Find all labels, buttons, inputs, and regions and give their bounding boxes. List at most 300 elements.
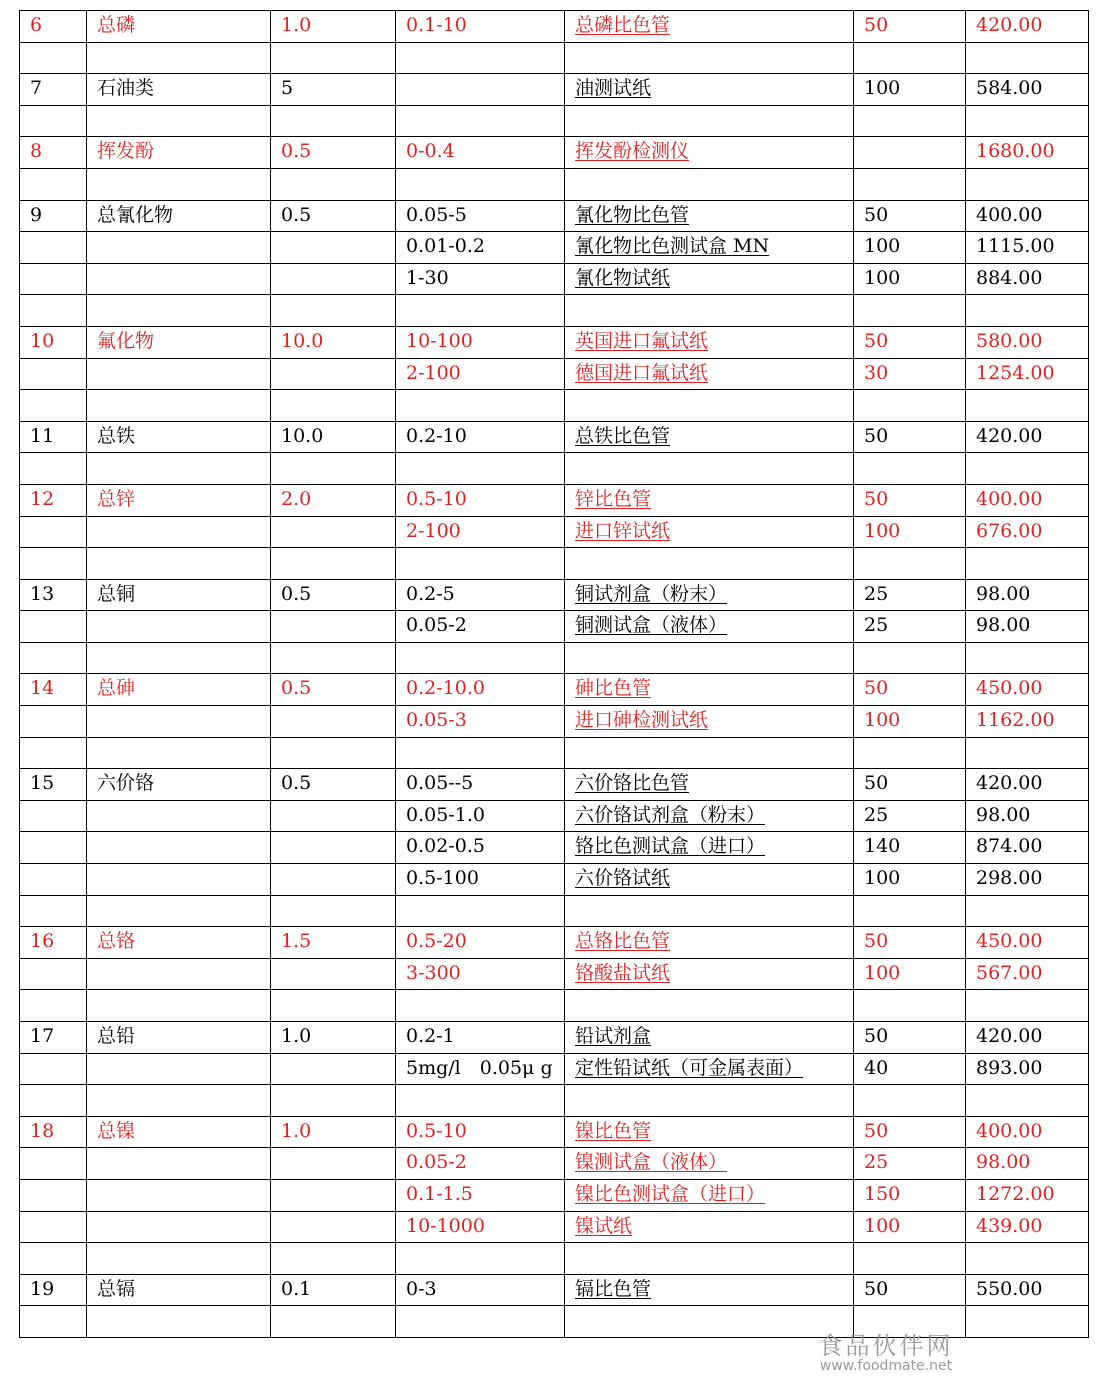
cell-price [966,1306,1089,1338]
cell-number [20,832,87,864]
cell-price [966,295,1089,327]
cell-quantity-text: 100 [864,235,901,258]
cell-product [565,168,854,200]
cell-product [565,642,854,674]
cell-product [565,1116,854,1148]
cell-price-text: 1254.00 [976,361,1055,384]
cell-number-text: 19 [30,1277,55,1300]
cell-range-text: 0.2-10.0 [406,677,485,700]
cell-limit [271,800,396,832]
cell-test-item-text: 总镉 [97,1277,136,1300]
cell-test-item [87,1148,271,1180]
cell-test-item [87,263,271,295]
cell-number [20,1179,87,1211]
cell-limit-text: 0.1 [281,1277,312,1300]
cell-limit [271,1053,396,1085]
cell-limit [271,390,396,422]
cell-number-text: 6 [30,14,43,36]
cell-quantity [854,895,966,927]
cell-range [396,295,565,327]
cell-range-text: 0.02-0.5 [406,835,485,858]
cell-price-text: 400.00 [976,203,1043,226]
cell-number [20,263,87,295]
cell-quantity [854,1053,966,1085]
cell-range-text: 10-100 [406,329,473,352]
cell-price-text: 676.00 [976,519,1043,542]
cell-number [20,1085,87,1117]
cell-range-text: 2-100 [406,361,461,384]
cell-product [565,864,854,896]
cell-price-text: 420.00 [976,772,1043,795]
cell-range [396,642,565,674]
cell-quantity [854,516,966,548]
cell-range [396,832,565,864]
cell-test-item [87,1243,271,1275]
cell-quantity-text: 50 [864,329,889,352]
cell-price-text: 1680.00 [976,140,1055,163]
cell-price [966,706,1089,738]
cell-number-text: 9 [30,203,43,226]
table-row [20,769,1089,801]
cell-range [396,1085,565,1117]
cell-number [20,548,87,580]
cell-number [20,1053,87,1085]
cell-range [396,484,565,516]
cell-test-item [87,484,271,516]
cell-range [396,42,565,74]
cell-price-text: 550.00 [976,1277,1043,1300]
cell-product [565,958,854,990]
cell-range [396,453,565,485]
cell-range [396,326,565,358]
cell-range-text: 3-300 [406,961,461,984]
cell-range-text: 0.2-5 [406,582,455,605]
cell-product [565,579,854,611]
cell-range [396,200,565,232]
cell-product [565,105,854,137]
cell-limit-text: 0.5 [281,677,312,700]
cell-product-text: 英国进口氟试纸 [575,329,709,352]
table-row [20,11,1089,43]
table-row [20,326,1089,358]
cell-test-item [87,832,271,864]
cell-product-text: 进口锌试纸 [575,519,671,542]
cell-number [20,516,87,548]
cell-range [396,390,565,422]
cell-product [565,895,854,927]
cell-quantity [854,421,966,453]
cell-product-text: 铜测试盒（液体） [575,614,728,637]
cell-quantity-text: 25 [864,1151,889,1174]
cell-price-text: 1115.00 [976,235,1055,258]
cell-product [565,263,854,295]
cell-range-text: 0.05-1.0 [406,803,485,826]
table-row [20,958,1089,990]
cell-limit [271,674,396,706]
cell-limit [271,1148,396,1180]
table-row [20,74,1089,106]
cell-range [396,674,565,706]
cell-limit [271,137,396,169]
cell-number [20,421,87,453]
cell-limit [271,927,396,959]
cell-limit [271,706,396,738]
cell-price-text: 1162.00 [976,709,1055,732]
cell-quantity [854,706,966,738]
cell-range-text: 1-30 [406,266,449,289]
cell-number [20,358,87,390]
cell-quantity-text: 50 [864,772,889,795]
cell-number [20,390,87,422]
cell-quantity [854,990,966,1022]
cell-product [565,1306,854,1338]
cell-limit [271,990,396,1022]
cell-test-item [87,453,271,485]
cell-product-text: 镍比色管 [575,1119,652,1142]
cell-product [565,1022,854,1054]
cell-range [396,421,565,453]
cell-range-text: 0.2-1 [406,1025,455,1047]
cell-number-text: 12 [30,487,55,510]
cell-number [20,864,87,896]
cell-product [565,800,854,832]
cell-quantity [854,1211,966,1243]
cell-test-item-text: 总砷 [97,677,136,700]
cell-product-text: 总铬比色管 [575,930,671,953]
table-row [20,1179,1089,1211]
cell-product-text: 铜试剂盒（粉末） [575,582,728,605]
cell-product-text: 铅试剂盒 [575,1025,652,1047]
cell-price-text: 580.00 [976,329,1043,352]
cell-quantity-text: 40 [864,1056,889,1079]
cell-range [396,1179,565,1211]
cell-price [966,74,1089,106]
cell-product [565,611,854,643]
cell-product [565,1179,854,1211]
cell-limit [271,232,396,264]
cell-range-text: 0.05-2 [406,614,467,637]
cell-product-text: 镉比色管 [575,1277,652,1300]
cell-range [396,1211,565,1243]
cell-number-text: 17 [30,1025,55,1047]
table-row [20,1116,1089,1148]
cell-limit [271,326,396,358]
cell-price-text: 1272.00 [976,1182,1055,1205]
cell-number-text: 16 [30,930,55,953]
cell-price [966,105,1089,137]
cell-product [565,1053,854,1085]
cell-product-text: 砷比色管 [575,677,652,700]
cell-number [20,769,87,801]
table-row [20,674,1089,706]
cell-quantity-text: 140 [864,835,901,858]
cell-range-text: 0-3 [406,1277,437,1300]
cell-test-item [87,1022,271,1054]
spacer-row [20,390,1089,422]
cell-range [396,958,565,990]
cell-range [396,1116,565,1148]
cell-limit-text: 5 [281,77,294,100]
cell-price [966,769,1089,801]
cell-limit [271,11,396,43]
table-body [20,11,1089,1338]
cell-quantity-text: 50 [864,487,889,510]
cell-product-text: 镍试纸 [575,1214,633,1237]
spacer-row [20,295,1089,327]
spacer-row [20,168,1089,200]
cell-limit [271,200,396,232]
cell-range [396,579,565,611]
cell-number [20,611,87,643]
cell-number [20,674,87,706]
cell-test-item [87,1306,271,1338]
cell-test-item-text: 总铬 [97,930,136,953]
cell-test-item [87,958,271,990]
cell-limit [271,453,396,485]
cell-test-item [87,674,271,706]
table-row [20,263,1089,295]
cell-quantity-text: 50 [864,930,889,953]
cell-product [565,484,854,516]
cell-range [396,864,565,896]
cell-product [565,42,854,74]
cell-range [396,1022,565,1054]
cell-test-item [87,611,271,643]
cell-limit [271,516,396,548]
cell-number [20,642,87,674]
cell-price [966,232,1089,264]
cell-quantity [854,137,966,169]
cell-product [565,421,854,453]
cell-quantity-text: 100 [864,77,901,100]
cell-quantity [854,42,966,74]
cell-price [966,737,1089,769]
cell-product-text: 六价铬试纸 [575,867,671,890]
cell-range [396,516,565,548]
table-row [20,800,1089,832]
cell-number [20,232,87,264]
cell-quantity [854,611,966,643]
cell-number-text: 13 [30,582,55,605]
cell-limit [271,1211,396,1243]
table-row [20,832,1089,864]
table-row [20,137,1089,169]
cell-range [396,1053,565,1085]
cell-limit-text: 0.5 [281,582,312,605]
spacer-row [20,105,1089,137]
cell-product-text: 定性铅试纸（可金属表面） [575,1056,804,1079]
cell-quantity [854,1116,966,1148]
cell-quantity [854,200,966,232]
cell-price [966,1179,1089,1211]
cell-number-text: 15 [30,772,55,795]
cell-price [966,516,1089,548]
cell-quantity [854,1148,966,1180]
cell-limit [271,737,396,769]
cell-quantity [854,1243,966,1275]
cell-number [20,137,87,169]
cell-price [966,642,1089,674]
cell-product-text: 挥发酚检测仪 [575,140,690,163]
cell-product-text: 铬酸盐试纸 [575,961,671,984]
table-row [20,611,1089,643]
cell-range [396,769,565,801]
cell-test-item [87,516,271,548]
cell-limit-text: 2.0 [281,487,312,510]
cell-limit [271,579,396,611]
cell-range [396,168,565,200]
cell-test-item-text: 总氰化物 [97,203,174,226]
cell-range-text: 0.05--5 [406,772,474,795]
cell-price [966,421,1089,453]
cell-quantity-text: 50 [864,1025,889,1047]
cell-test-item-text: 挥发酚 [97,140,155,163]
cell-price-text: 400.00 [976,1119,1043,1142]
cell-product-text: 氰化物比色测试盒 MN [575,235,770,258]
cell-price [966,1243,1089,1275]
cell-test-item-text: 石油类 [97,77,155,100]
cell-number [20,1148,87,1180]
cell-product [565,295,854,327]
cell-product-text: 油测试纸 [575,77,652,100]
cell-limit [271,1274,396,1306]
cell-quantity [854,958,966,990]
cell-test-item [87,1085,271,1117]
cell-range [396,74,565,106]
cell-range [396,358,565,390]
cell-price [966,1085,1089,1117]
cell-quantity-text: 50 [864,424,889,447]
cell-quantity-text: 25 [864,803,889,826]
spacer-row [20,1306,1089,1338]
cell-limit [271,611,396,643]
cell-test-item-text: 总铅 [97,1025,136,1047]
cell-limit [271,832,396,864]
cell-number [20,11,87,43]
spacer-row [20,453,1089,485]
cell-limit-text: 1.0 [281,1119,312,1142]
cell-quantity [854,579,966,611]
cell-quantity-text: 100 [864,519,901,542]
cell-range [396,800,565,832]
cell-test-item [87,326,271,358]
cell-number [20,105,87,137]
cell-quantity [854,800,966,832]
cell-number [20,958,87,990]
cell-range-text: 5mg/l 0.05μ g [406,1056,553,1079]
cell-number [20,1306,87,1338]
cell-test-item [87,168,271,200]
cell-price [966,548,1089,580]
cell-number [20,927,87,959]
cell-product-text: 氰化物试纸 [575,266,671,289]
cell-limit [271,168,396,200]
cell-test-item [87,864,271,896]
cell-price [966,42,1089,74]
watermark-cn-text: 食品伙伴网 [818,1332,954,1360]
cell-range-text: 0.05-2 [406,1151,467,1174]
table-row [20,927,1089,959]
cell-limit [271,74,396,106]
cell-number-text: 18 [30,1119,55,1142]
cell-range [396,105,565,137]
cell-range [396,548,565,580]
spacer-row [20,1243,1089,1275]
cell-test-item-text: 氟化物 [97,329,155,352]
cell-quantity-text: 50 [864,1119,889,1142]
cell-product [565,548,854,580]
cell-price-text: 874.00 [976,835,1043,858]
cell-price [966,1148,1089,1180]
cell-quantity [854,864,966,896]
cell-product [565,1085,854,1117]
cell-quantity [854,737,966,769]
cell-number [20,737,87,769]
cell-product-text: 进口砷检测试纸 [575,709,709,732]
cell-number-text: 8 [30,140,43,163]
cell-quantity [854,168,966,200]
cell-product [565,927,854,959]
cell-quantity-text: 100 [864,266,901,289]
cell-limit-text: 0.5 [281,203,312,226]
cell-price-text: 439.00 [976,1214,1043,1237]
cell-test-item [87,232,271,264]
cell-quantity [854,832,966,864]
cell-product-text: 铬比色测试盒（进口） [575,835,766,858]
cell-test-item [87,11,271,43]
cell-quantity [854,642,966,674]
cell-range-text: 0.2-10 [406,424,467,447]
cell-product [565,137,854,169]
cell-test-item [87,1116,271,1148]
cell-price [966,864,1089,896]
cell-price-text: 420.00 [976,14,1043,36]
cell-limit [271,1243,396,1275]
cell-range [396,232,565,264]
cell-range [396,1306,565,1338]
cell-product-text: 六价铬比色管 [575,772,690,795]
cell-test-item [87,421,271,453]
cell-price [966,895,1089,927]
cell-quantity [854,358,966,390]
cell-test-item [87,548,271,580]
table-row [20,358,1089,390]
cell-limit [271,864,396,896]
cell-limit [271,105,396,137]
cell-range-text: 0.5-20 [406,930,467,953]
cell-quantity-text: 100 [864,1214,901,1237]
cell-limit [271,1306,396,1338]
cell-number [20,1274,87,1306]
cell-product [565,232,854,264]
cell-price [966,326,1089,358]
cell-quantity [854,390,966,422]
cell-quantity [854,548,966,580]
cell-limit [271,1022,396,1054]
table-row [20,232,1089,264]
cell-number [20,706,87,738]
cell-price-text: 450.00 [976,677,1043,700]
cell-test-item [87,642,271,674]
cell-limit-text: 0.5 [281,140,312,163]
cell-range [396,1274,565,1306]
cell-product [565,200,854,232]
table-row [20,579,1089,611]
cell-price [966,484,1089,516]
cell-test-item-text: 总铁 [97,424,136,447]
cell-limit-text: 10.0 [281,329,324,352]
cell-test-item [87,42,271,74]
